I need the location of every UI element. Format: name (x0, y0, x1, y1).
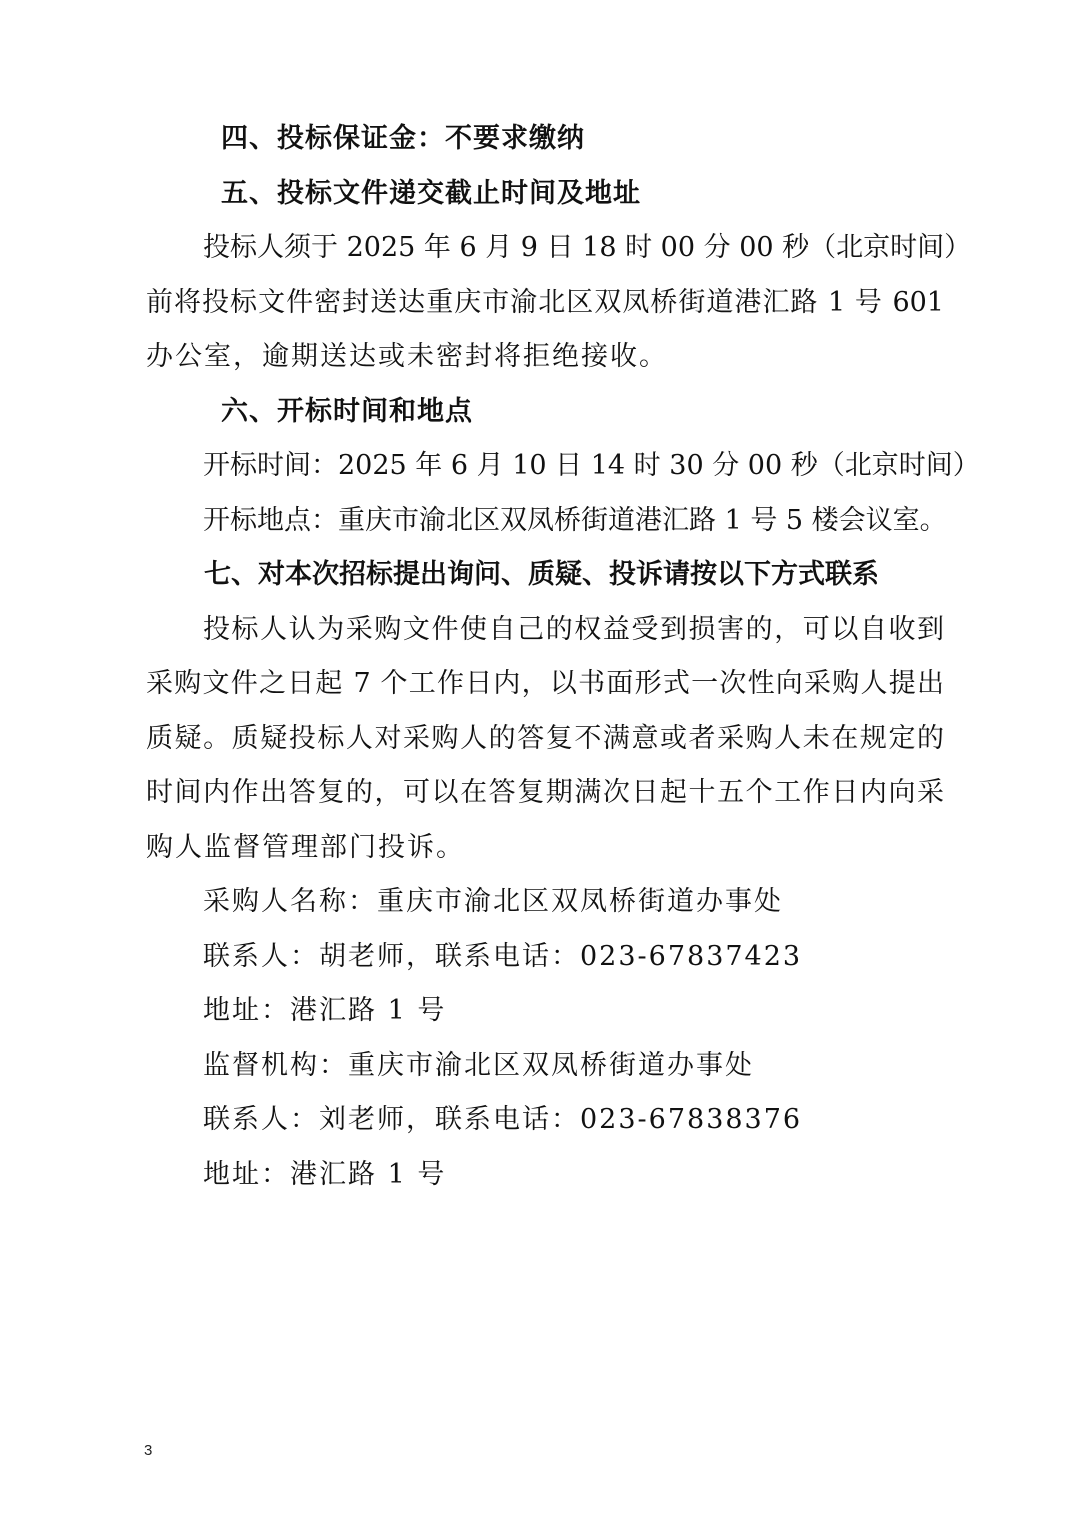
complaints-paragraph-text-4: 时间内作出答复的，可以在答复期满次日起十五个工作日内向采 (146, 777, 944, 808)
submission-paragraph-line-2 (146, 276, 944, 331)
complaints-paragraph-text-2: 采购文件之日起 7 个工作日内，以书面形式一次性向采购人提出 (146, 668, 944, 699)
supervisor-name: 监督机构：重庆市渝北区双凤桥街道办事处 (203, 1049, 754, 1081)
submission-paragraph-text-1: 投标人须于 2025 年 6 月 9 日 18 时 00 分 00 秒（北京时间） (203, 232, 972, 263)
complaints-paragraph-line-3 (146, 712, 944, 767)
page-content (146, 112, 980, 1202)
opening-time-text: 开标时间：2025 年 6 月 10 日 14 时 30 分 00 秒（北京时间） (203, 450, 980, 481)
supervisor-contact: 联系人：刘老师，联系电话：023-67838376 (203, 1104, 803, 1135)
complaints-paragraph-text-1: 投标人认为采购文件使自己的权益受到损害的，可以自收到 (203, 613, 944, 645)
purchaser-address: 地址：港汇路 1 号 (203, 995, 447, 1026)
purchaser-contact: 联系人：胡老师，联系电话：023-67837423 (203, 940, 803, 972)
page-number: 3 (144, 1442, 153, 1459)
supervisor-address: 地址：港汇路 1 号 (203, 1158, 447, 1190)
purchaser-name: 采购人名称：重庆市渝北区双凤桥街道办事处 (203, 886, 783, 917)
heading-complaints: 七、对本次招标提出询问、质疑、投诉请按以下方式联系 (204, 559, 879, 590)
heading-bid-bond: 四、投标保证金：不要求缴纳 (221, 123, 585, 154)
submission-paragraph-text-2: 前将投标文件密封送达重庆市渝北区双凤桥街道港汇路 1 号 601 (146, 286, 944, 318)
opening-place-line (146, 494, 947, 549)
submission-paragraph-line-1 (146, 221, 972, 276)
complaints-paragraph-text-3: 质疑。质疑投标人对采购人的答复不满意或者采购人未在规定的 (146, 722, 944, 754)
heading-bid-opening: 六、开标时间和地点 (221, 395, 473, 427)
submission-paragraph-line-3: 办公室，逾期送达或未密封将拒绝接收。 (146, 341, 668, 372)
opening-place-text: 开标地点：重庆市渝北区双凤桥街道港汇路 1 号 5 楼会议室。 (203, 504, 947, 536)
heading-submission-deadline: 五、投标文件递交截止时间及地址 (221, 177, 641, 209)
complaints-paragraph-line-1 (146, 603, 944, 658)
complaints-paragraph-line-4 (146, 766, 944, 821)
complaints-paragraph-line-2 (146, 657, 944, 712)
complaints-paragraph-line-5: 购人监督管理部门投诉。 (146, 831, 465, 863)
opening-time-line (146, 439, 980, 494)
